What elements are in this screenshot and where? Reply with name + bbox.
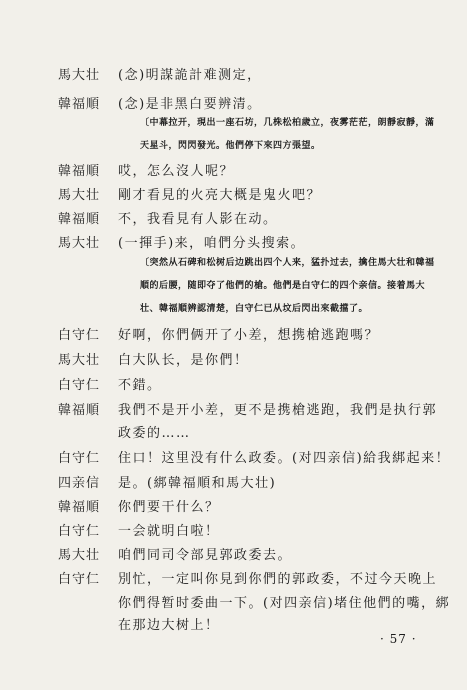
speaker-name: 馬大壮 [58,188,101,203]
dialogue-text: 在那边大树上！ [118,618,220,633]
speaker-name: 韓福順 [58,403,101,418]
stage-direction: 〔突然从石碑和松树后边跳出四个人来，猛扑过去，擒住馬大壮和韓福順的后腰，随即夺了他們的槍。他們是白守仁的四个亲信。接着馬大壮、韓福順辨認清楚，白守仁已从坟后閃出來截擋了。 [140,258,435,314]
speaker-name: 韓福順 [58,212,101,227]
dialogue-text: 哎，怎么沒人呢？ [118,164,235,179]
speaker-name: 白守仁 [58,451,101,466]
dialogue-text: 我們不是开小差，更不是携槍逃跑，我們是执行郭 [118,403,438,418]
speaker-name: 白守仁 [58,572,101,587]
stage-direction: 〔中幕拉开，現出一座石坊，几株松柏歲立，夜雾茫茫，朗靜寂靜，滿天星斗，閃閃發光。他們停下來四方張望。 [140,118,435,151]
dialogue-text: (念)明謀詭計难测定， [118,68,262,83]
speaker-name: 韓福順 [58,97,101,112]
dialogue-text: (一揮手)来，咱們分头搜索。 [118,236,306,251]
speaker-name: 馬大壮 [58,353,101,368]
speaker-name: 白守仁 [58,328,101,343]
speaker-name: 韓福順 [58,164,101,179]
dialogue-text: 不錯。 [118,378,162,393]
dialogue-text: 不，我看見有人影在动。 [118,212,278,227]
dialogue-text: (念)是非黑白要辨清。 [118,97,262,112]
speaker-name: 白守仁 [58,524,101,539]
speaker-name: 白守仁 [58,378,101,393]
speaker-name: 韓福順 [58,500,101,515]
dialogue-text: 你們要干什么？ [118,500,220,515]
dialogue-text: 白大队长，是你們！ [118,353,249,368]
speaker-name: 四亲信 [58,476,101,491]
dialogue-text: 咱們同司令部見郭政委去。 [118,548,293,563]
dialogue-text: 好啊，你們俩开了小差，想携槍逃跑嗎？ [118,328,380,343]
page-number: · 57 · [380,632,417,646]
speaker-name: 馬大壮 [58,236,101,251]
dialogue-text: 一会就明白啦！ [118,524,220,539]
speaker-name: 馬大壮 [58,548,101,563]
speaker-name: 馬大壮 [58,68,101,83]
dialogue-text: 政委的…… [118,426,191,441]
dialogue-text: 剛才看見的火亮大概是鬼火吧？ [118,188,322,203]
dialogue-text: 你們得暂时委曲一下。(对四亲信)堵住他們的嘴，綁 [118,596,451,611]
dialogue-text: 住口！这里没有什么政委。(对四亲信)給我綁起来！ [118,451,451,466]
dialogue-text: 別忙，一定叫你見到你們的郭政委，不过今天晚上 [118,572,438,587]
dialogue-text: 是。(綁韓福順和馬大壮) [118,476,277,491]
